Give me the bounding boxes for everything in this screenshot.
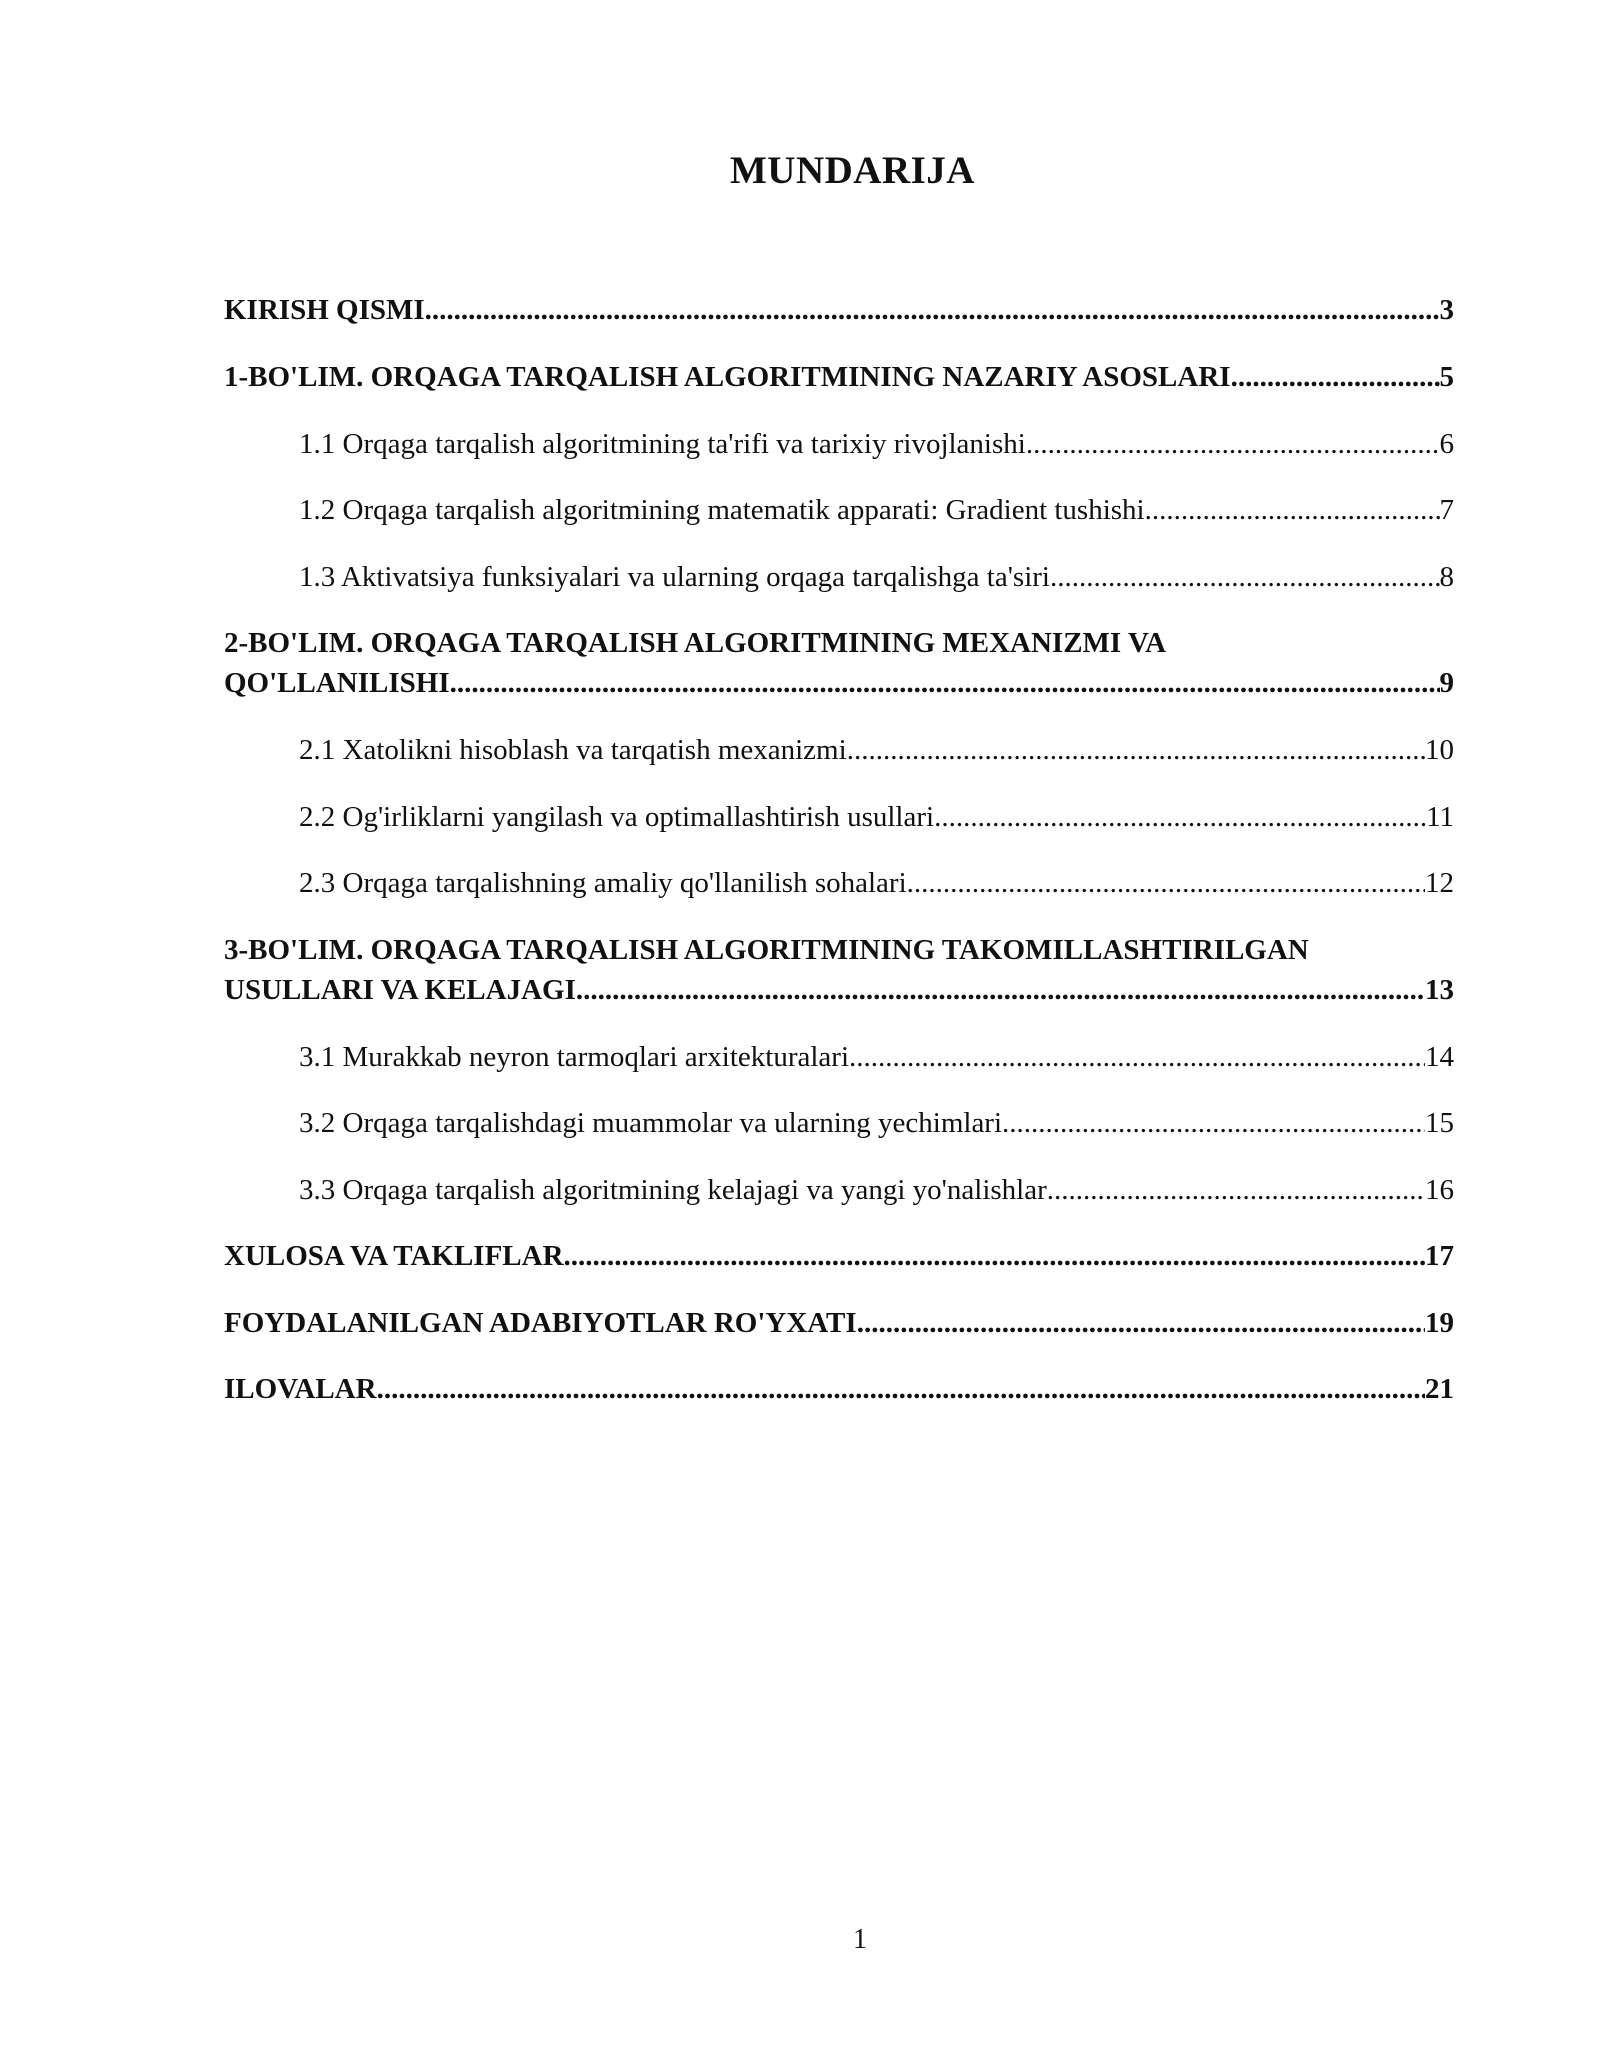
toc-entry-xulosa[interactable]: [224, 1236, 1454, 1276]
toc-page-number: 6: [1439, 428, 1454, 460]
toc-entry-ilovalar[interactable]: [224, 1369, 1454, 1409]
toc-entry-section-1[interactable]: [224, 357, 1454, 397]
toc-entry-title: 3.3 Orqaga tarqalish algoritmining kelajagi va yangi yo'nalishlar: [299, 1174, 1047, 1206]
toc-entry-section-3[interactable]: [224, 930, 1454, 1010]
toc-entry-title: 2.1 Xatolikni hisoblash va tarqatish mexanizmi: [299, 734, 847, 766]
toc-page-number: 9: [1439, 667, 1454, 699]
dot-leader: [1002, 1103, 1425, 1143]
dot-leader: [1050, 557, 1440, 597]
dot-leader: [1145, 490, 1440, 530]
dot-leader: [425, 290, 1440, 330]
dot-leader: [450, 663, 1440, 703]
toc-page-number: 10: [1425, 734, 1454, 766]
dot-leader: [847, 730, 1425, 770]
toc-entry-title: ILOVALAR: [224, 1373, 377, 1405]
toc-entry-3-3[interactable]: [299, 1170, 1454, 1210]
toc-entry-1-1[interactable]: [299, 424, 1454, 464]
page-number: 1: [853, 1924, 867, 1955]
toc-entry-3-2[interactable]: [299, 1103, 1454, 1143]
toc-page-number: 15: [1425, 1107, 1454, 1139]
toc-entry-title-line-1: 2-BO'LIM. ORQAGA TARQALISH ALGORITMINING MEXANIZMI VA: [224, 627, 1167, 659]
toc-page-number: 13: [1425, 974, 1454, 1006]
toc-page-number: 17: [1425, 1240, 1454, 1272]
toc-page-number: 5: [1439, 361, 1454, 393]
toc-page-number: 8: [1439, 561, 1454, 593]
toc-entry-title-line-2: QO'LLANILISHI: [224, 667, 450, 699]
dot-leader: [907, 863, 1425, 903]
toc-entry-kirish[interactable]: [224, 290, 1454, 330]
toc-entry-title: 3.1 Murakkab neyron tarmoqlari arxitekturalari: [299, 1041, 849, 1073]
toc-page-number: 14: [1425, 1041, 1454, 1073]
toc-entry-title: 1.1 Orqaga tarqalish algoritmining ta'rifi va tarixiy rivojlanishi: [299, 428, 1026, 460]
dot-leader: [377, 1369, 1425, 1409]
page-title: MUNDARIJA: [730, 149, 975, 192]
toc-entry-adabiyotlar[interactable]: [224, 1303, 1454, 1343]
toc-entry-title: KIRISH QISMI: [224, 294, 425, 326]
toc-page-number: 19: [1425, 1307, 1454, 1339]
toc-entry-title: FOYDALANILGAN ADABIYOTLAR RO'YXATI: [224, 1307, 857, 1339]
toc-page-number: 7: [1439, 494, 1454, 526]
toc-entry-title: XULOSA VA TAKLIFLAR: [224, 1240, 564, 1272]
toc-page-number: 11: [1426, 801, 1454, 833]
toc-page-number: 21: [1425, 1373, 1454, 1405]
toc-entry-1-3[interactable]: [299, 557, 1454, 597]
toc-entry-section-2[interactable]: [224, 623, 1454, 703]
dot-leader: [849, 1037, 1425, 1077]
dot-leader: [1231, 357, 1440, 397]
toc-entry-3-1[interactable]: [299, 1037, 1454, 1077]
dot-leader: [576, 970, 1425, 1010]
toc-entry-2-3[interactable]: [299, 863, 1454, 903]
toc-entry-title: 1.3 Aktivatsiya funksiyalari va ularning orqaga tarqalishga ta'siri: [299, 561, 1050, 593]
dot-leader: [564, 1236, 1425, 1276]
dot-leader: [857, 1303, 1425, 1343]
toc-entry-title-line-2: USULLARI VA KELAJAGI: [224, 974, 576, 1006]
toc-entry-1-2[interactable]: [299, 490, 1454, 530]
toc-entry-title: 2.3 Orqaga tarqalishning amaliy qo'llanilish sohalari: [299, 867, 907, 899]
toc-entry-title-line-1: 3-BO'LIM. ORQAGA TARQALISH ALGORITMINING TAKOMILLASHTIRILGAN: [224, 934, 1309, 966]
toc-entry-title: 1-BO'LIM. ORQAGA TARQALISH ALGORITMINING NAZARIY ASOSLARI: [224, 361, 1231, 393]
toc-page-number: 12: [1425, 867, 1454, 899]
toc-page-number: 3: [1439, 294, 1454, 326]
toc-entry-title: 2.2 Og'irliklarni yangilash va optimallashtirish usullari: [299, 801, 935, 833]
dot-leader: [1026, 424, 1440, 464]
toc-entry-2-1[interactable]: [299, 730, 1454, 770]
toc-entry-title: 1.2 Orqaga tarqalish algoritmining matematik apparati: Gradient tushishi: [299, 494, 1145, 526]
toc-entry-title: 3.2 Orqaga tarqalishdagi muammolar va ularning yechimlari: [299, 1107, 1003, 1139]
toc-page-number: 16: [1425, 1174, 1454, 1206]
dot-leader: [934, 797, 1426, 837]
dot-leader: [1047, 1170, 1425, 1210]
toc-entry-2-2[interactable]: [299, 797, 1454, 837]
